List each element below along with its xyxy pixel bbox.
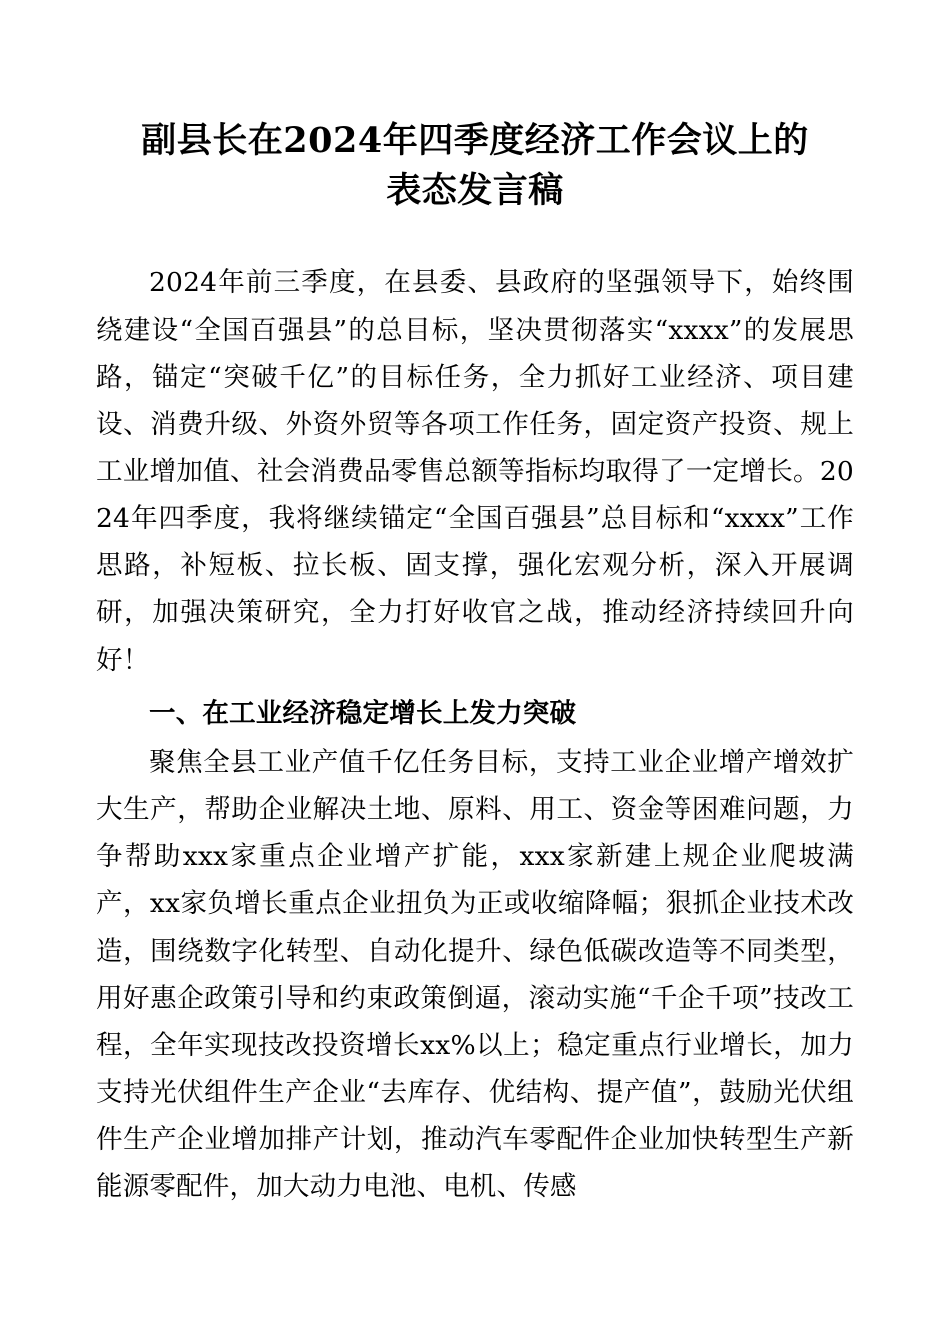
section-heading-1: 一、在工业经济稳定增长上发力突破 xyxy=(149,697,577,729)
page-title: 副县长在2024年四季度经济工作会议上的表态发言稿 xyxy=(141,120,809,211)
paragraph-intro: 2024年前三季度，在县委、县政府的坚强领导下，始终围绕建设“全国百强县”的总目标，坚决贯彻落实“xxxx”的发展思路，锚定“突破千亿”的目标任务，全力抓好工业经济、项目建设、消费升级、外资外贸等各项工作任务，固定资产投资、规上工业增加值、社会消费品零售总额等指标均取得了一定增长。2024年四季度，我将继续锚定“全国百强县”总目标和“xxxx”工作思路，补短板、拉长板、固支撑，强化宏观分析，深入开展调研，加强决策研究，全力打好收官之战，推动经济持续回升向好！ xyxy=(96,267,854,676)
document-body xyxy=(96,259,854,1210)
paragraph-section-1-body: 聚焦全县工业产值千亿任务目标，支持工业企业增产增效扩大生产，帮助企业解决土地、原料、用工、资金等困难问题，力争帮助xxx家重点企业增产扩能，xxx家新建上规企业爬坡满产，xx家负增长重点企业扭负为正或收缩降幅；狠抓企业技术改造，围绕数字化转型、自动化提升、绿色低碳改造等不同类型，用好惠企政策引导和约束政策倒逼，滚动实施“千企千项”技改工程，全年实现技改投资增长xx%以上；稳定重点行业增长，加力支持光伏组件生产企业“去库存、优结构、提产值”，鼓励光伏组件生产企业增加排产计划，推动汽车零配件企业加快转型生产新能源零配件，加大动力电池、电机、传感 xyxy=(96,746,854,1203)
